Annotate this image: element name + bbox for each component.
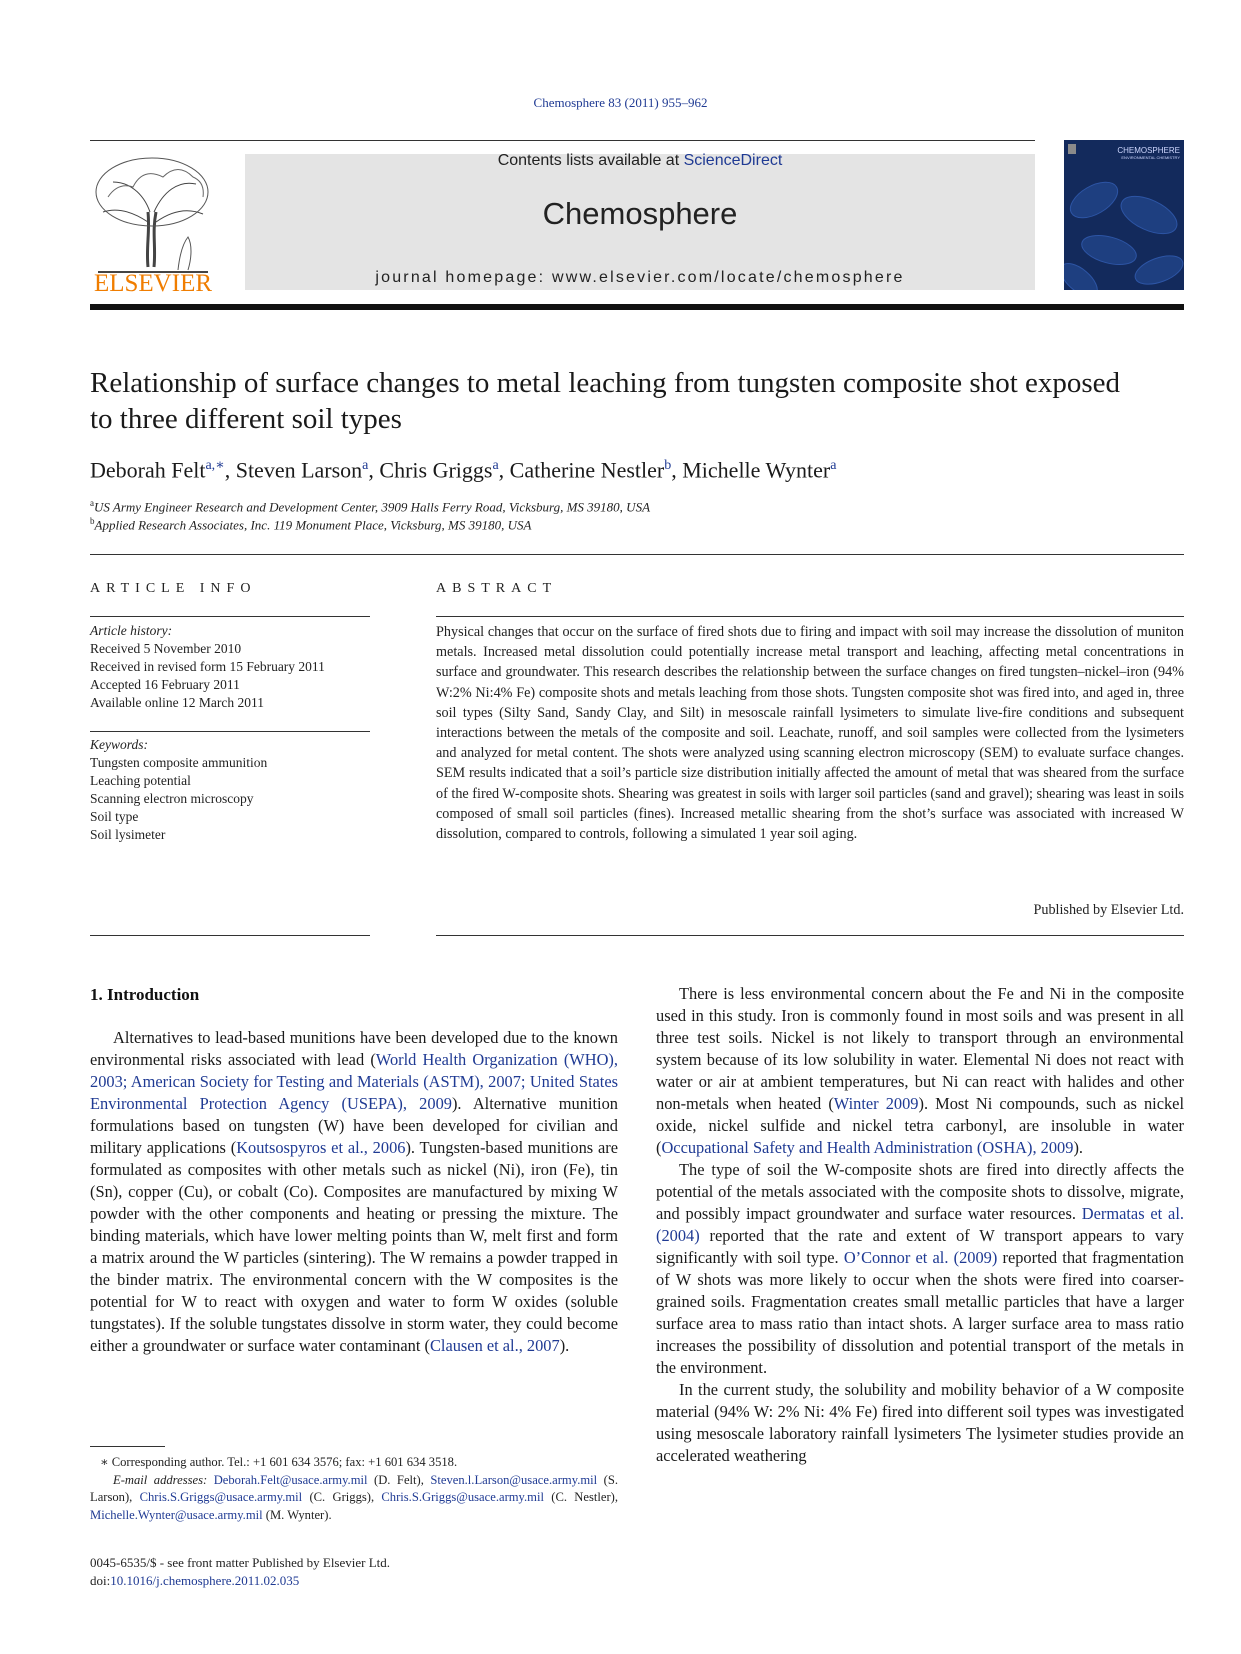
paragraph — [656, 1379, 1184, 1467]
article-history — [90, 622, 325, 712]
citation-link[interactable]: World Health Organization (WHO), 2003; American Society for Testing and Materials (ASTM), 2007; United States Environmental Protection Agency (USEPA), 2009 — [90, 1050, 618, 1113]
history-label: Article history: — [90, 623, 173, 638]
corresponding-author-line: ∗ Corresponding author. Tel.: +1 601 634 3576; fax: +1 601 634 3518. — [100, 1455, 458, 1469]
text-run: reported that the rate and extent of W transport appears to vary significantly with soil type. — [656, 1226, 1184, 1267]
keywords-label: Keywords: — [90, 737, 148, 752]
citation-link[interactable]: Chris.S.Griggs@usace.army.mil — [139, 1490, 303, 1504]
header-thick-rule — [90, 304, 1184, 310]
info-rule — [90, 616, 370, 617]
text-run: In the current study, the solubility and mobility behavior of a W composite material (94% W: 2% Ni: 4% Fe) fired into different soil types was investigated using mesoscale laboratory rainfall lysimeters The lysimeter studies provide an accelerated weathering — [656, 1380, 1184, 1465]
abstract-rule — [436, 935, 1184, 936]
affiliation-a — [90, 498, 650, 515]
text-run: ). Most Ni compounds, such as nickel oxide, nickel sulfide and nickel tetra carbonyl, are insoluble in water ( — [656, 1094, 1185, 1157]
citation-link[interactable]: Winter 2009 — [833, 1094, 919, 1113]
author-affil-mark[interactable]: a,∗ — [205, 458, 225, 473]
text-run: ). — [1073, 1138, 1083, 1157]
citation-link[interactable]: Steven.l.Larson@usace.army.mil — [430, 1472, 598, 1487]
author-affil-mark[interactable]: a — [830, 458, 837, 473]
section-heading-introduction: 1. Introduction — [90, 985, 200, 1004]
sciencedirect-link[interactable]: ScienceDirect — [683, 152, 783, 169]
keyword-item: Soil type — [90, 809, 139, 824]
abstract-rule — [436, 616, 1184, 617]
publisher-logo-text: ELSEVIER — [93, 270, 213, 297]
published-by: Published by Elsevier Ltd. — [1033, 902, 1184, 918]
keyword-item: Tungsten composite ammunition — [90, 755, 268, 770]
citation-link[interactable]: Occupational Safety and Health Administration (OSHA), 2009 — [661, 1138, 1074, 1157]
journal-homepage-link[interactable]: journal homepage: www.elsevier.com/locate/chemosphere — [375, 269, 905, 286]
article-title: Relationship of surface changes to metal leaching from tungsten composite shot exposed to three different soil types — [90, 367, 1121, 435]
citation-link[interactable]: Dermatas et al. (2004) — [656, 1204, 1184, 1245]
text-run: Alternatives to lead-based munitions have been developed due to the known environmental risks associated with lead ( — [90, 1028, 618, 1069]
header-rule — [90, 140, 1035, 141]
history-item: Received in revised form 15 February 2011 — [90, 659, 325, 674]
author-name: Chris Griggs — [379, 457, 493, 483]
journal-name: Chemosphere — [542, 196, 738, 231]
text-run: (C. Griggs), — [302, 1490, 382, 1504]
article-info-heading: ARTICLE INFO — [90, 581, 257, 596]
contents-line — [245, 152, 1035, 170]
history-item: Received 5 November 2010 — [90, 641, 242, 656]
history-item: Available online 12 March 2011 — [90, 695, 264, 710]
info-rule — [90, 731, 370, 732]
journal-citation[interactable]: Chemosphere 83 (2011) 955–962 — [533, 95, 708, 110]
info-rule — [90, 935, 370, 936]
affiliation-b — [90, 516, 531, 533]
journal-cover-image — [1064, 140, 1184, 290]
email-addresses — [90, 1472, 618, 1525]
paragraph — [90, 1027, 618, 1357]
text-run: (D. Felt), — [367, 1472, 431, 1487]
citation-link[interactable]: Deborah.Felt@usace.army.mil — [213, 1472, 368, 1487]
paragraph — [656, 1159, 1184, 1379]
text-run: (S. Larson), — [90, 1472, 618, 1504]
doi-prefix: doi: — [90, 1573, 111, 1588]
author-name: Catherine Nestler — [509, 457, 665, 483]
citation-link[interactable]: Koutsospyros et al., 2006 — [236, 1138, 406, 1157]
citation-link[interactable]: O’Connor et al. (2009) — [843, 1248, 998, 1267]
keyword-item: Soil lysimeter — [90, 827, 166, 842]
cover-subtitle: ENVIRONMENTAL CHEMISTRY — [1121, 155, 1180, 160]
keyword-item: Scanning electron microscopy — [90, 791, 254, 806]
contents-prefix: Contents lists available at — [497, 152, 684, 169]
text-run: (M. Wynter). — [262, 1507, 332, 1522]
abstract-text: Physical changes that occur on the surface of fired shots due to firing and impact with soil may increase the dissolution of muniton metals. Increased metal dissolution could potentially increase metal transport and leaching, affecting metal concentrations in surface and groundwater. This research describes the relationship between the surface changes on fired tungsten–nickel–iron (94% W:2% Ni:4% Fe) composite shots and metals leaching from those shots. Tungsten composite shot was fired into, and aged in, three soil types (Silty Sand, Sandy Clay, and Silt) in mesoscale rainfall lysimeters to simulate live-fire conditions and subsequent interactions between the metals of the composite and soil. Leachate, runoff, and soil samples were collected from the lysimeters and analyzed for metal content. The shots were analyzed using scanning electron microscopy (SEM) to evaluate surface changes. SEM results indicated that a soil’s particle size distribution initially affected the amount of metal that was sheared from the surface of the fired W-composite shots. Shearing was greatest in soils with larger soil particles (sand and gravel); shearing was least in soils composed of small soil particles (fines). Increased metallic shearing from the shot’s surface was associated with increased W dissolution, compared to controls, following a simulated 1 year soil aging. — [436, 624, 1184, 843]
text-run: There is less environmental concern about the Fe and Ni in the composite used in this study. Iron is commonly found in most soils and was present in all three test soils. Nickel is not likely to transport through an environmental system because of its low solubility in water. Elemental Ni does not react with water or air at ambient temperatures, but Ni can react with halides and other non-metals when heated ( — [656, 984, 1184, 1113]
text-run: ). Tungsten-based munitions are formulated as composites with other metals such as nickel (Ni), iron (Fe), tin (Sn), copper (Cu), or cobalt (Co). Composites are manufactured by mixing W powder with the other components and heating or pressing the mixture. The binding materials, which have lower melting points than W, melt first and form a matrix around the W particles (sintering). The W remains a powder trapped in the binder matrix. The environmental concern with the W composites is the potential for W to react with oxygen and water to form W oxides (soluble tungstates). If the soluble tungstates dissolve in storm water, they could become either a groundwater or surface water contaminant ( — [90, 1138, 618, 1355]
citation-link[interactable]: Clausen et al., 2007 — [429, 1336, 560, 1355]
text-run: The type of soil the W-composite shots are fired into directly affects the potential of the metals associated with the composite shots to dissolve, migrate, and possibly impact groundwater and surface water resources. — [656, 1160, 1184, 1223]
affiliation-rule — [90, 554, 1184, 555]
email-label: E-mail addresses: — [113, 1472, 214, 1487]
author-name: Steven Larson — [235, 457, 363, 483]
cover-leaves-graphic — [1064, 140, 1184, 290]
text-run: (C. Nestler), — [543, 1490, 618, 1504]
body-column-left — [90, 1027, 618, 1357]
affil-mark: a — [90, 498, 94, 508]
cover-title: CHEMOSPHERE — [1117, 146, 1180, 155]
corresponding-author-footnote — [90, 1454, 618, 1524]
author-affil-mark[interactable]: a — [492, 458, 499, 473]
text-run: ). Alternative munition formulations based on tungsten (W) have been developed for civilian and military applications ( — [90, 1094, 618, 1157]
citation-link[interactable]: Michelle.Wynter@usace.army.mil — [90, 1507, 263, 1522]
doi-link[interactable]: 10.1016/j.chemosphere.2011.02.035 — [110, 1573, 300, 1588]
affil-mark: b — [90, 516, 95, 526]
issn-line: 0045-6535/$ - see front matter Published by Elsevier Ltd. — [90, 1555, 391, 1570]
keywords — [90, 736, 267, 844]
author-affil-mark[interactable]: b — [664, 458, 672, 473]
front-matter-info — [90, 1554, 390, 1590]
text-run: ). — [559, 1336, 570, 1355]
body-column-right — [656, 983, 1184, 1467]
author-name: Deborah Felt — [90, 457, 206, 483]
paragraph — [656, 983, 1184, 1159]
author-affil-mark[interactable]: a — [362, 458, 369, 473]
doi-line — [90, 1572, 390, 1590]
author-list: Deborah Felt$^{a,∗}$, Steven Larson$^a$, Chris Griggs$^a$, Catherine Nestler$^b$, Michelle Wynter$^a$ — [90, 457, 837, 483]
affil-text: Applied Research Associates, Inc. 119 Monument Place, Vicksburg, MS 39180, USA — [94, 517, 532, 533]
abstract-heading: ABSTRACT — [436, 581, 558, 596]
affil-text: US Army Engineer Research and Development Center, 3909 Halls Ferry Road, Vicksburg, MS 39180, USA — [94, 499, 651, 515]
history-item: Accepted 16 February 2011 — [90, 677, 240, 692]
footnote-rule — [90, 1446, 165, 1447]
author-name: Michelle Wynter — [682, 457, 831, 483]
citation-link[interactable]: Chris.S.Griggs@usace.army.mil — [381, 1490, 544, 1504]
keyword-item: Leaching potential — [90, 773, 191, 788]
text-run: reported that fragmentation of W shots was more likely to occur when the shots were fired into coarser-grained soils. Fragmentation creates small metallic particles that have a larger surface area to mass ratio than intact shots. A larger surface area to mass ratio increases the possibility of dissolution and potential transport of the metals in the environment. — [656, 1248, 1184, 1377]
